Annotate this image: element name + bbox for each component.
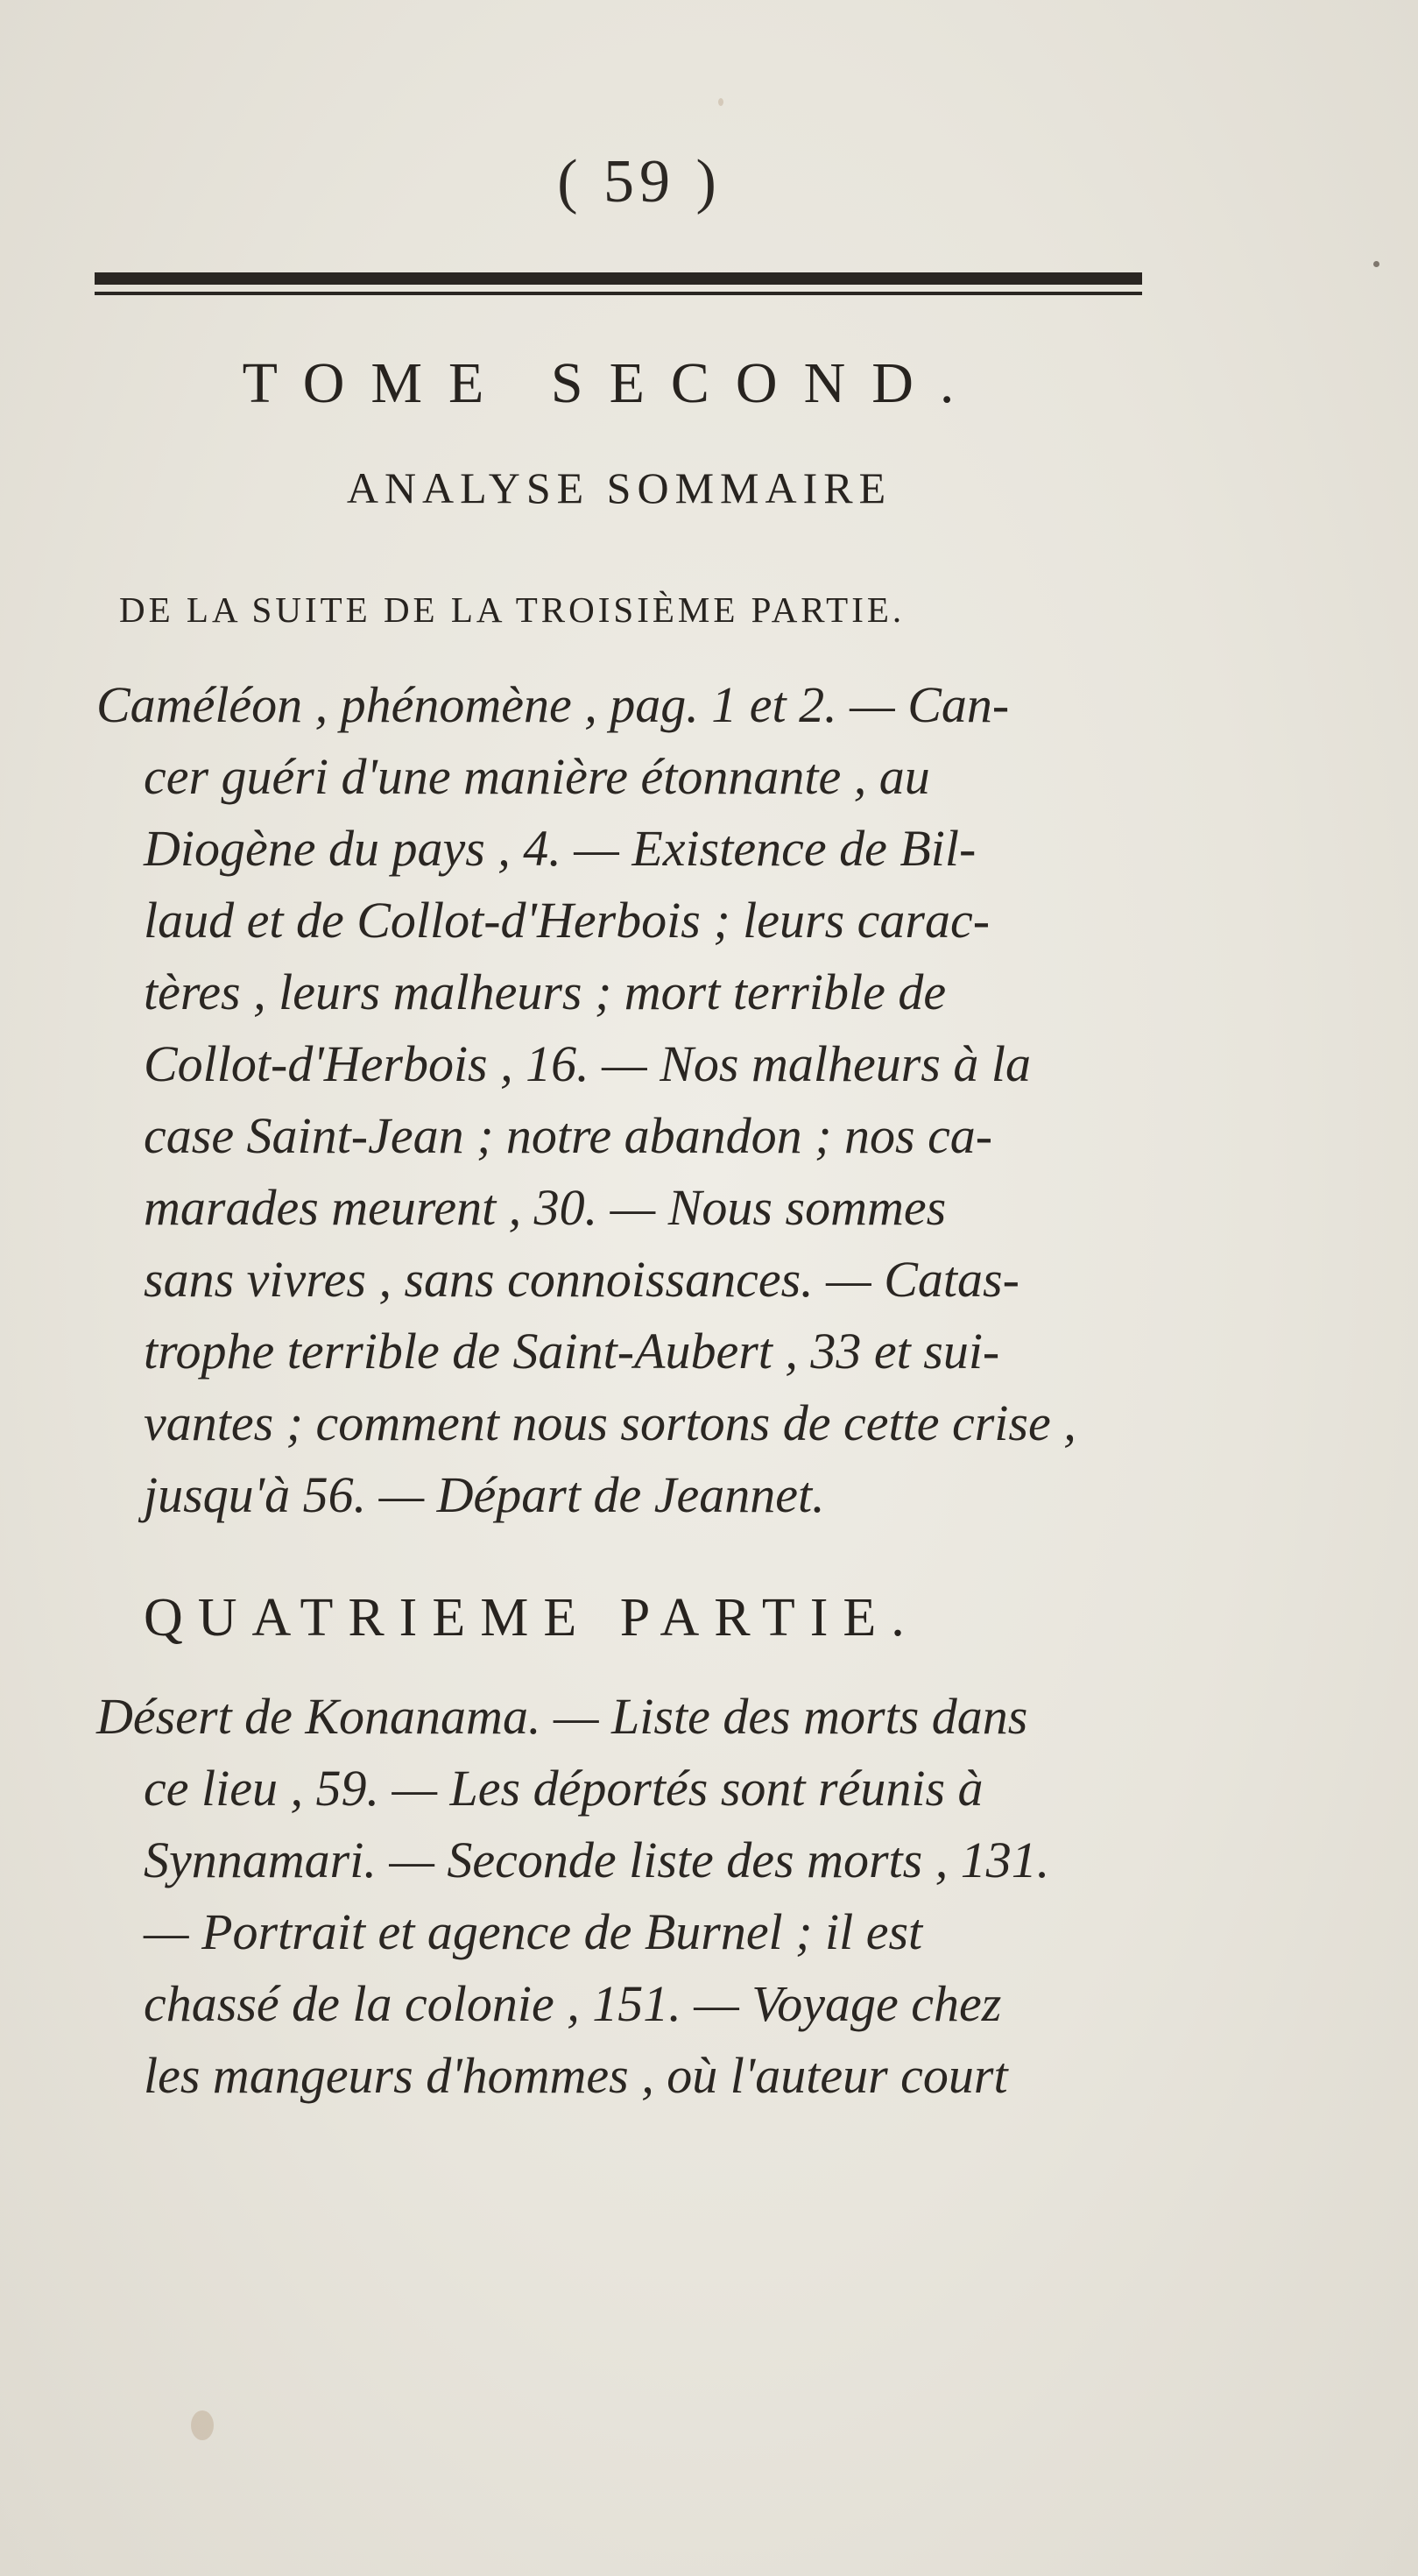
section-subtitle: DE LA SUITE DE LA TROISIÈME PARTIE. bbox=[119, 589, 906, 630]
text-line: chassé de la colonie , 151. — Voyage chez bbox=[144, 1975, 1002, 2032]
text-line: jusqu'à 56. — Départ de Jeannet. bbox=[144, 1466, 825, 1523]
tome-title: TOME SECOND. bbox=[242, 351, 981, 415]
text-line: Diogène du pays , 4. — Existence de Bil- bbox=[144, 820, 977, 877]
text-line: ce lieu , 59. — Les déportés sont réunis à bbox=[144, 1760, 984, 1817]
text-line: sans vivres , sans connoissances. — Catas- bbox=[144, 1251, 1019, 1308]
text-line: marades meurent , 30. — Nous sommes bbox=[144, 1179, 947, 1236]
text-line: tères , leurs malheurs ; mort terrible de bbox=[144, 963, 947, 1020]
text-line: cer guéri d'une manière étonnante , au bbox=[144, 748, 930, 805]
header-rule-thin bbox=[95, 292, 1142, 295]
text-line: laud et de Collot-d'Herbois ; leurs carac- bbox=[144, 892, 991, 949]
text-line: Désert de Konanama. — Liste des morts dans bbox=[96, 1688, 1028, 1745]
text-line: Synnamari. — Seconde liste des morts , 131. bbox=[144, 1831, 1050, 1888]
analyse-title: ANALYSE SOMMAIRE bbox=[346, 463, 892, 512]
part-title: QUATRIEME PARTIE. bbox=[144, 1588, 920, 1648]
paper-stain-right bbox=[1373, 261, 1379, 267]
paper-stain-top bbox=[718, 98, 723, 106]
text-line: vantes ; comment nous sortons de cette crise , bbox=[144, 1394, 1076, 1451]
header-rule-thick bbox=[95, 272, 1142, 285]
text-line: case Saint-Jean ; notre abandon ; nos ca- bbox=[144, 1107, 993, 1164]
text-line: Caméléon , phénomène , pag. 1 et 2. — Can- bbox=[96, 676, 1010, 733]
text-line: Collot-d'Herbois , 16. — Nos malheurs à la bbox=[144, 1035, 1031, 1092]
text-line: — Portrait et agence de Burnel ; il est bbox=[144, 1903, 923, 1960]
text-line: les mangeurs d'hommes , où l'auteur court bbox=[144, 2047, 1008, 2104]
text-line: trophe terrible de Saint-Aubert , 33 et sui- bbox=[144, 1323, 1000, 1380]
page-number: ( 59 ) bbox=[557, 148, 722, 215]
paper-stain-bottom bbox=[191, 2410, 214, 2440]
